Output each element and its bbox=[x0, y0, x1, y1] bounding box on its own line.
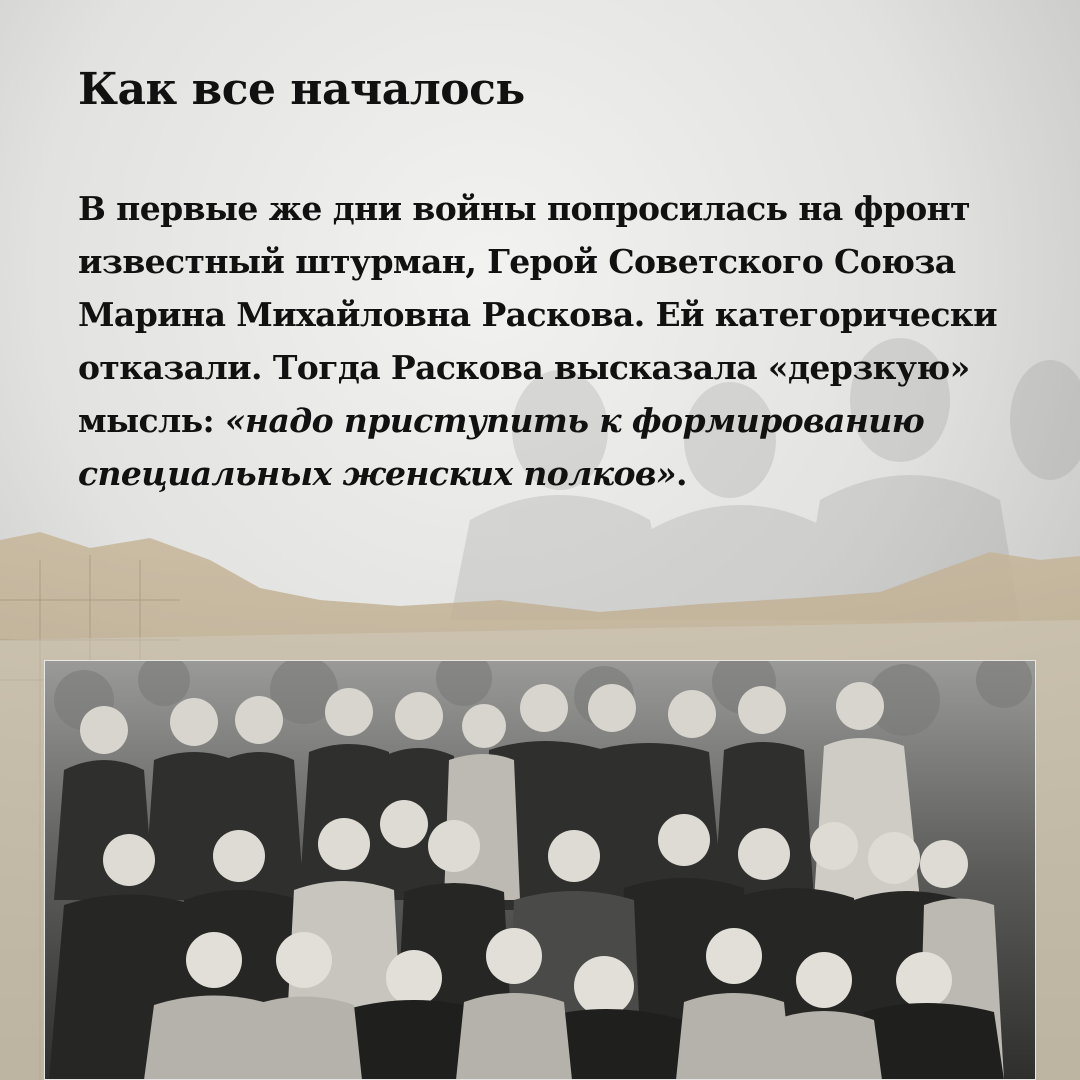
heading: Как все началось bbox=[78, 64, 525, 115]
paragraph-line-6 bbox=[78, 447, 1038, 500]
paragraph-line-1: В первые же дни войны попросилась на фронт bbox=[78, 189, 971, 228]
paragraph-line-4: отказали. Тогда Раскова высказала «дерзкую» bbox=[78, 348, 970, 387]
paragraph-line-6-end: . bbox=[676, 454, 687, 493]
body-paragraph bbox=[78, 182, 1038, 500]
group-photo bbox=[44, 660, 1036, 1080]
paragraph-line-3: Марина Михайловна Раскова. Ей категорически bbox=[78, 295, 997, 334]
paragraph-line-5 bbox=[78, 394, 1038, 447]
quote-part-1: «надо приступить к формированию bbox=[224, 401, 925, 440]
paragraph-line-2: известный штурман, Герой Советского Союза bbox=[78, 242, 956, 281]
paragraph-line-5-plain: мысль: bbox=[78, 401, 225, 440]
quote-part-2: специальных женских полков» bbox=[78, 454, 677, 493]
